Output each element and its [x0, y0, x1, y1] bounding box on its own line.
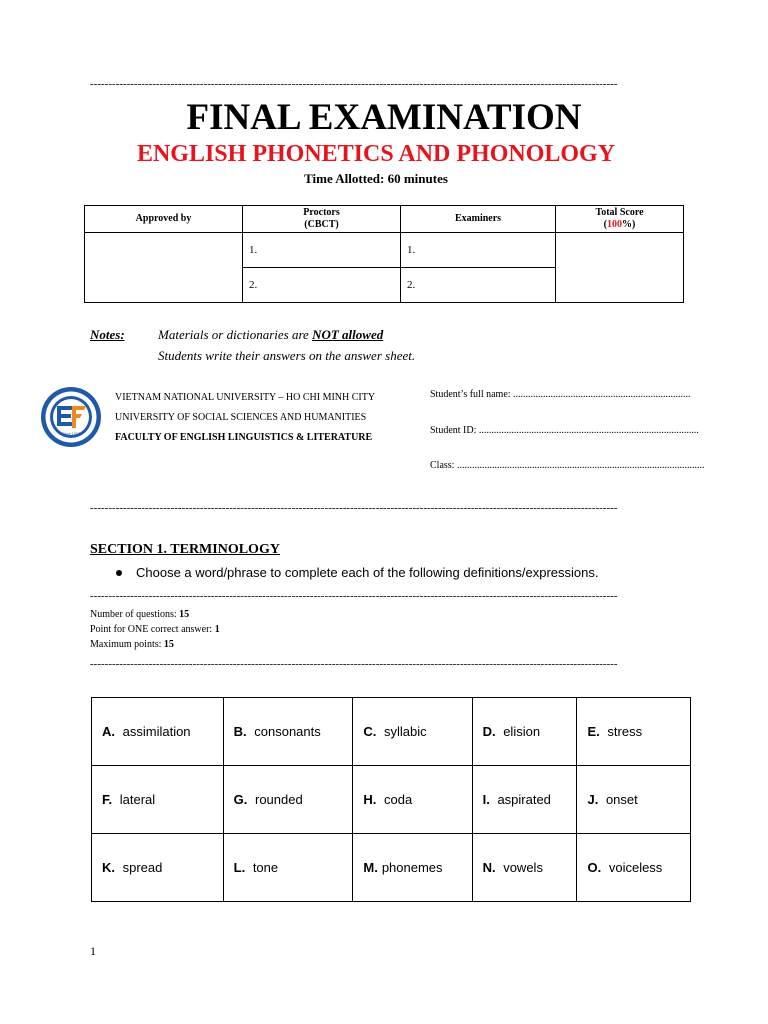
term-word: coda	[383, 792, 413, 807]
term-word: tone	[252, 860, 279, 875]
proctor-2-cell: 2.	[243, 268, 401, 303]
term-word: elision	[503, 724, 541, 739]
instruction-text: Choose a word/phrase to complete each of the following definitions/expressions.	[136, 565, 599, 580]
point-value: 1	[214, 624, 220, 635]
max-value: 15	[163, 639, 174, 650]
term-cell	[472, 766, 577, 834]
proctor-1-cell: 1.	[243, 233, 401, 268]
point-label: Point for ONE correct answer:	[90, 624, 215, 635]
page-number: 1	[90, 944, 96, 958]
terms-row	[92, 834, 691, 902]
total-score-percent: 100	[607, 219, 622, 230]
term-word: phonemes	[381, 860, 443, 875]
term-letter: M.	[363, 860, 378, 875]
term-letter: G.	[233, 792, 248, 807]
logo-year: Since 1957	[62, 432, 80, 436]
term-letter: L.	[233, 860, 246, 875]
term-word: spread	[122, 860, 163, 875]
university-logo-icon	[40, 386, 102, 448]
term-cell	[223, 698, 353, 766]
terms-row	[92, 698, 691, 766]
examiners-header: Examiners	[401, 206, 556, 233]
term-word: consonants	[254, 724, 321, 739]
divider-top: ------------------------------------------------------------------------------------------------------------------------------------------------	[90, 78, 618, 90]
term-letter: C.	[363, 724, 377, 739]
term-word: stress	[607, 724, 643, 739]
term-cell	[577, 698, 691, 766]
term-word: rounded	[254, 792, 303, 807]
section-title: SECTION 1. TERMINOLOGY	[90, 542, 280, 557]
notes-line-1-prefix: Materials or dictionaries are	[158, 327, 313, 342]
term-letter: B.	[233, 724, 247, 739]
term-cell	[353, 766, 472, 834]
approved-by-header: Approved by	[85, 206, 243, 233]
proctors-header	[243, 206, 401, 233]
term-cell	[577, 834, 691, 902]
num-questions-value: 15	[179, 609, 190, 620]
total-score-cell	[556, 233, 684, 303]
term-word: voiceless	[608, 860, 663, 875]
term-letter: D.	[482, 724, 496, 739]
time-allotted: Time Allotted: 60 minutes	[304, 171, 448, 186]
student-class-field[interactable]: Class: ...................................................................................................	[430, 460, 705, 471]
term-word: syllabic	[383, 724, 427, 739]
total-score-header	[556, 206, 684, 233]
proctors-header-line2: (CBCT)	[304, 219, 339, 230]
term-letter: I.	[482, 792, 490, 807]
student-name-field[interactable]: Student’s full name: .......................................................................	[430, 389, 691, 400]
total-score-open: (	[603, 219, 607, 230]
divider-4: ------------------------------------------------------------------------------------------------------------------------------------------------	[90, 658, 618, 670]
notes-line-2: Students write their answers on the answer sheet.	[158, 348, 416, 363]
term-cell	[223, 766, 353, 834]
term-letter: A.	[102, 724, 115, 739]
term-word: assimilation	[122, 724, 191, 739]
term-letter: N.	[482, 860, 496, 875]
term-cell	[353, 834, 472, 902]
course-title: ENGLISH PHONETICS AND PHONOLOGY	[136, 141, 616, 167]
institution-block	[115, 388, 375, 448]
terms-row	[92, 766, 691, 834]
term-letter: H.	[363, 792, 377, 807]
divider-3: ------------------------------------------------------------------------------------------------------------------------------------------------	[90, 590, 618, 602]
term-letter: E.	[587, 724, 600, 739]
term-letter: F.	[102, 792, 113, 807]
term-cell	[92, 698, 224, 766]
institution-line-1: VIETNAM NATIONAL UNIVERSITY – HO CHI MINH CITY	[115, 392, 376, 403]
term-cell	[353, 698, 472, 766]
bullet-icon	[116, 570, 122, 576]
term-cell	[92, 834, 224, 902]
examiner-1-cell: 1.	[401, 233, 556, 268]
term-word: aspirated	[497, 792, 551, 807]
term-cell	[577, 766, 691, 834]
maximum-points	[90, 637, 220, 652]
term-word: lateral	[119, 792, 156, 807]
num-questions	[90, 607, 220, 622]
term-letter: J.	[587, 792, 599, 807]
term-cell	[92, 766, 224, 834]
approved-by-cell	[85, 233, 243, 303]
term-word: vowels	[503, 860, 543, 875]
section-info	[90, 607, 220, 652]
institution-faculty: FACULTY OF ENGLISH LINGUISTICS & LITERATURE	[115, 432, 373, 443]
proctors-header-line1: Proctors	[303, 207, 340, 218]
student-id-field[interactable]: Student ID: ........................................................................................	[430, 425, 699, 436]
max-label: Maximum points:	[90, 639, 164, 650]
exam-title: FINAL EXAMINATION	[186, 97, 582, 138]
examiner-2-cell: 2.	[401, 268, 556, 303]
divider-2: ------------------------------------------------------------------------------------------------------------------------------------------------	[90, 502, 618, 514]
approval-table	[84, 205, 684, 303]
term-cell	[472, 698, 577, 766]
term-cell	[223, 834, 353, 902]
notes-label: Notes:	[90, 327, 125, 342]
notes-line-1	[158, 324, 383, 345]
term-word: onset	[605, 792, 638, 807]
term-cell	[472, 834, 577, 902]
term-letter: K.	[102, 860, 115, 875]
section-instruction	[116, 564, 599, 582]
term-letter: O.	[587, 860, 602, 875]
institution-line-2: UNIVERSITY OF SOCIAL SCIENCES AND HUMANITIES	[115, 412, 367, 423]
num-questions-label: Number of questions:	[90, 609, 180, 620]
total-score-close: %)	[622, 219, 636, 230]
total-score-label: Total Score	[595, 207, 644, 218]
notes-not-allowed: NOT allowed	[312, 327, 384, 342]
point-per-answer	[90, 622, 220, 637]
terms-table	[91, 697, 691, 902]
